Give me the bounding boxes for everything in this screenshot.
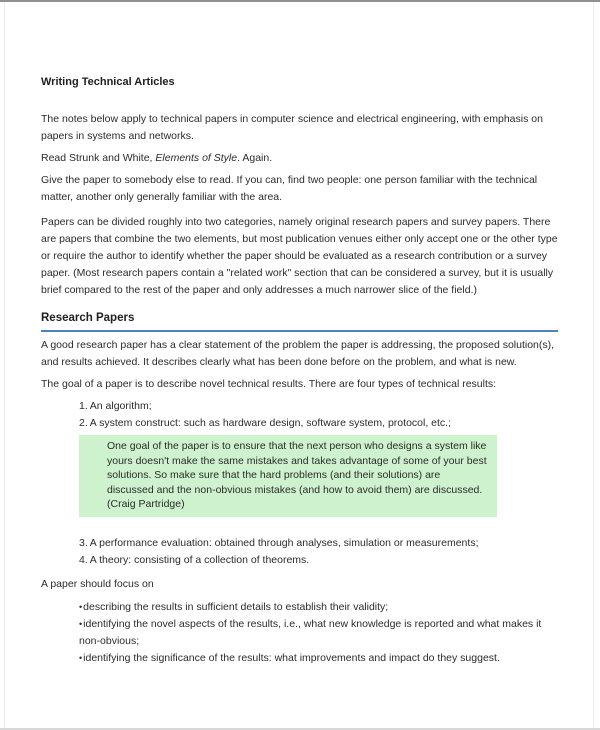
paragraph-goal: The goal of a paper is to describe novel technical results. There are four types of technical results:: [41, 378, 497, 390]
list-item: [79, 552, 558, 569]
paragraph-categories: Papers can be divided roughly into two categories, namely original research papers and survey papers. There are papers that combine the two elements, but most publication venues either only accept one or the other type or require the author to identify whether the paper should be evaluated as a research contribution or a survey paper. (Most research papers contain a "related work" section that can be considered a survey, but it is usually brief compared to the rest of the paper and only addresses a much narrower slice of the field.): [41, 216, 558, 296]
paragraph-focus-intro: A paper should focus on: [41, 577, 154, 590]
page-left-border: [4, 2, 5, 728]
list-item: [79, 535, 558, 552]
bullet-item: [79, 599, 558, 616]
section-heading-research-papers: Research Papers: [41, 310, 558, 332]
list-item: [79, 398, 558, 415]
list-item-number: 3.: [79, 536, 88, 549]
bullet-icon: •: [79, 652, 83, 663]
bullet-icon: •: [79, 601, 83, 612]
list-item-number: 4.: [79, 553, 88, 566]
bullet-icon: •: [79, 618, 83, 629]
bullet-text: describing the results in sufficient details to establish their validity;: [83, 600, 389, 613]
list-item-text: A theory: consisting of a collection of theorems.: [89, 553, 310, 566]
list-item-number: 1.: [79, 400, 88, 412]
paragraph-give-paper: Give the paper to somebody else to read. If you can, find two people: one person familiar with the technical matter, another only generally familiar with the area.: [41, 174, 538, 203]
list-item-text: An algorithm;: [89, 400, 152, 412]
numbered-list-bottom: [79, 535, 558, 569]
list-item-number: 2.: [79, 417, 88, 429]
bullet-item: [79, 650, 558, 667]
document-title: Writing Technical Articles: [41, 76, 175, 88]
paragraph-good-paper: A good research paper has a clear statement of the problem the paper is addressing, the proposed solution(s), and results achieved. It describes clearly what has been done before on the problem, and what is new.: [41, 339, 555, 368]
bullet-text: identifying the novel aspects of the results, i.e., what new knowledge is reported and what makes it non-obvious;: [79, 617, 542, 647]
list-item-text: A performance evaluation: obtained through analyses, simulation or measurements;: [89, 536, 479, 549]
page-right-border: [593, 2, 594, 728]
list-item-text: A system construct: such as hardware design, software system, protocol, etc.;: [89, 417, 452, 429]
bullet-item: [79, 616, 558, 650]
paragraph-notes: The notes below apply to technical papers in computer science and electrical engineering, with emphasis on papers in systems and networks.: [41, 113, 543, 142]
bullet-list: [79, 599, 558, 667]
list-item: [79, 415, 558, 432]
read-suffix: . Again.: [237, 152, 273, 164]
book-title-italic: Elements of Style: [155, 152, 238, 164]
document-content: [41, 0, 558, 667]
read-prefix: Read Strunk and White,: [41, 152, 156, 164]
numbered-list-top: [79, 398, 558, 432]
paragraph-read-strunk: [41, 150, 558, 167]
bullet-text: identifying the significance of the results: what improvements and impact do they suggest.: [83, 651, 500, 664]
highlighted-quote-block: One goal of the paper is to ensure that the next person who designs a system like yours doesn't make the same mistakes and takes advantage of some of your best solutions. So make sure that the hard problems (and their solutions) are discussed and the non-obvious mistakes (and how to avoid them) are discussed. (Craig Partridge): [79, 435, 497, 517]
